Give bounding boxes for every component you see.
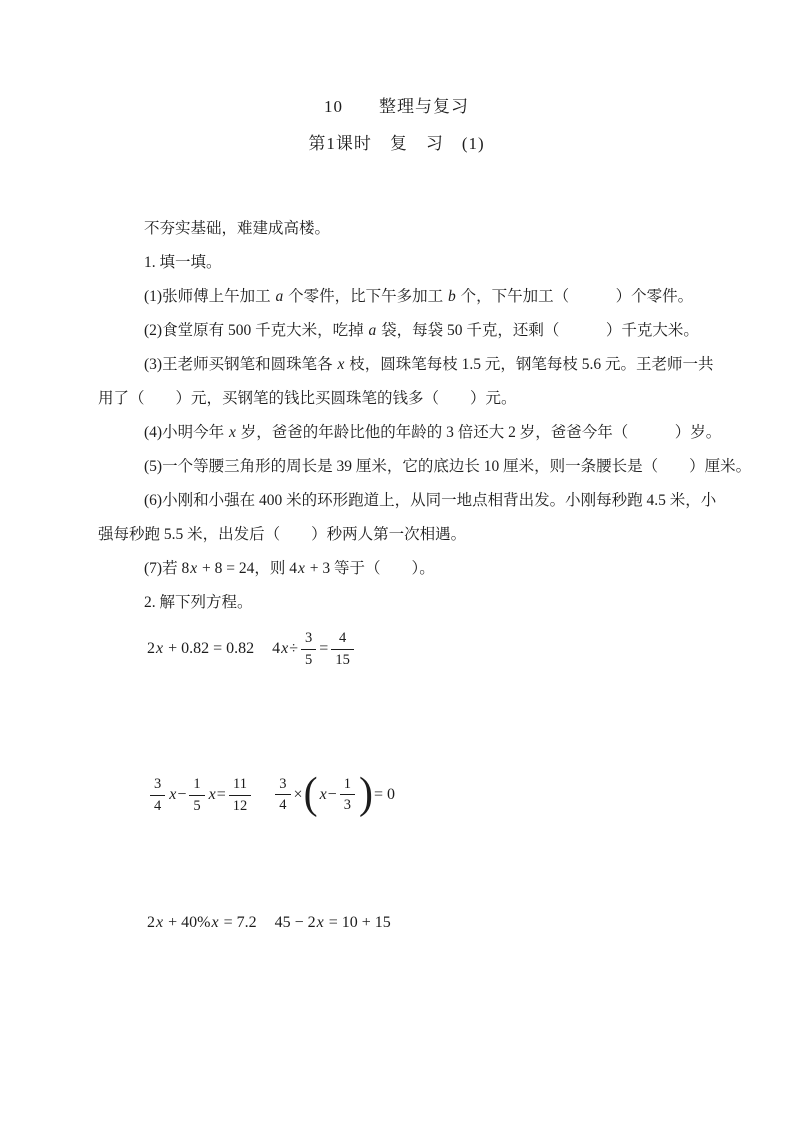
equation [275,913,391,932]
worksheet-body [98,212,752,620]
worksheet-line: 1. 填一填。 [144,254,222,271]
fraction: $\frac{4}{15}$ [331,631,354,667]
equation-text: 4x÷ [272,640,299,658]
equation [147,777,254,813]
equation-row [147,906,395,940]
big-paren: ( [303,769,318,819]
equation-row [147,624,395,674]
worksheet-line: 2. 解下列方程。 [144,594,253,611]
worksheet-line: (7)若 8x + 8 = 24，则 4x + 3 等于（ ）。 [144,560,435,577]
worksheet-line: (6)小刚和小强在 400 米的环形跑道上，从同一地点相背出发。小刚每秒跑 4.5 米，小 [144,492,717,509]
equation-text: = 0 [373,786,395,804]
equation-text: x= [208,786,226,804]
fraction: $\frac{3}{4}$ [150,777,165,813]
fraction: $\frac{1}{3}$ [340,777,355,813]
equation-text: = [319,640,329,658]
equation-text: x− [319,786,337,804]
equation-text: 2x + 40%x = 7.2 [147,914,257,932]
lesson-subtitle: 第1课时 复 习 (1) [308,134,485,153]
fraction: $\frac{11}{12}$ [229,777,252,813]
worksheet-line: (2)食堂原有 500 千克大米，吃掉 a 袋，每袋 50 千克，还剩（ ）千克大米。 [144,322,699,339]
equation-text: 45 − 2x = 10 + 15 [274,914,391,932]
equations-section [147,624,395,940]
equation-text: 2x + 0.82 = 0.82 [147,640,255,658]
fraction: $\frac{3}{4}$ [275,777,290,813]
worksheet-line: 用了（ ）元，买钢笔的钱比买圆珠笔的钱多（ ）元。 [98,390,517,407]
equation-row [147,770,395,820]
equation-text: × [293,786,303,804]
worksheet-line: 强每秒跑 5.5 米，出发后（ ）秒两人第一次相遇。 [98,526,467,543]
big-paren: ) [358,769,373,819]
equation [147,913,257,932]
page-title: 10 整理与复习 [324,97,469,116]
worksheet-line: (3)王老师买钢笔和圆珠笔各 x 枝，圆珠笔每枝 1.5 元，钢笔每枝 5.6 元。王老师一共 [144,356,714,373]
equation [272,769,395,819]
worksheet-line: (5)一个等腰三角形的周长是 39 厘米，它的底边长 10 厘米，则一条腰长是（ ）厘米。 [144,458,752,475]
worksheet-line: (1)张师傅上午加工 a 个零件，比下午多加工 b 个，下午加工（ ）个零件。 [144,288,694,305]
equation [147,639,254,658]
fraction: $\frac{3}{5}$ [301,631,316,667]
equation [272,631,357,667]
worksheet-line: (4)小明今年 x 岁，爸爸的年龄比他的年龄的 3 倍还大 2 岁，爸爸今年（ ）岁。 [144,424,722,441]
worksheet-line: 不夯实基础，难建成高楼。 [144,220,331,237]
equation-text: x− [169,786,187,804]
fraction: $\frac{1}{5}$ [189,777,204,813]
